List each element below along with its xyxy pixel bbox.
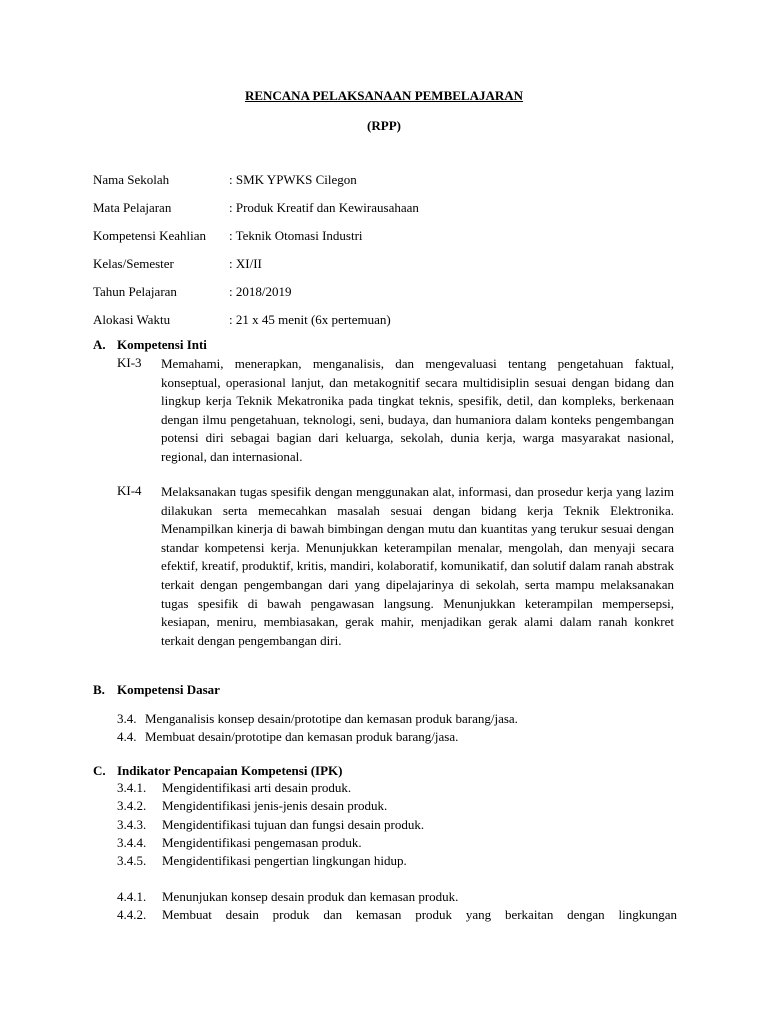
identity-label: Alokasi Waktu: [93, 312, 171, 327]
identity-row: [93, 311, 693, 339]
item-number: 3.4.2.: [117, 798, 147, 814]
list-item: [117, 906, 677, 924]
identity-row: [93, 283, 693, 311]
item-text: Mengidentifikasi tujuan dan fungsi desain produk.: [162, 816, 425, 832]
document-subtitle: (RPP): [367, 118, 401, 133]
item-number: 3.4.5.: [117, 853, 147, 869]
list-item: [117, 816, 677, 834]
section-title: Kompetensi Dasar: [117, 682, 220, 697]
section-letter: C.: [93, 763, 106, 778]
identity-value: : 21 x 45 menit (6x pertemuan): [229, 312, 391, 327]
identity-value: : SMK YPWKS Cilegon: [229, 172, 357, 187]
item-number: 3.4.3.: [117, 816, 147, 832]
section-heading-kompetensi-dasar: [93, 682, 220, 698]
identity-label: Tahun Pelajaran: [93, 284, 177, 299]
list-item: [117, 834, 677, 852]
document-title: RENCANA PELAKSANAAN PEMBELAJARAN: [244, 88, 524, 103]
item-number: 4.4.: [117, 729, 137, 745]
identity-row: [93, 199, 693, 227]
item-text: Menganalisis konsep desain/prototipe dan kemasan produk barang/jasa.: [145, 711, 518, 726]
kompetensi-dasar-list: [117, 710, 677, 747]
item-text: Mengidentifikasi jenis-jenis desain produk.: [162, 798, 388, 814]
item-number: 3.4.4.: [117, 834, 147, 850]
section-letter: B.: [93, 682, 105, 697]
ki-code: KI-4: [117, 483, 142, 498]
ipk-list-3-4: [117, 779, 677, 870]
list-item: [117, 852, 677, 870]
item-text: Mengidentifikasi pengertian lingkungan hidup.: [162, 853, 407, 869]
ki-text: Melaksanakan tugas spesifik dengan menggunakan alat, informasi, dan prosedur kerja yang lazim dilakukan serta memecahkan masalah sesuai dengan bidang kerja Teknik Elektronika. Menampilkan kinerja di bawah bimbingan dengan mutu dan kuantitas yang terukur sesuai dengan standar kompetensi kerja. Menunjukkan keterampilan menalar, mengolah, dan menyaji secara efektif, kreatif, produktif, kritis, mandiri, kolaboratif, komunikatif, dan solutif dalam ranah abstrak terkait dengan pengembangan dari yang dipelajarinya di sekolah, serta mampu melaksanakan tugas spesifik di bawah pengawasan langsung. Menunjukkan keterampilan mempersepsi, kesiapan, meniru, membiasakan, gerak mahir, menjadikan gerak alami dalam ranah konkret terkait dengan pengembangan diri.: [161, 484, 674, 648]
identity-label: Kompetensi Keahlian: [93, 228, 206, 243]
item-text: Membuat desain/prototipe dan kemasan produk barang/jasa.: [145, 729, 459, 745]
list-item: [117, 797, 677, 815]
section-heading-ipk: [93, 763, 342, 779]
list-item: [117, 888, 677, 906]
section-title: Kompetensi Inti: [117, 337, 207, 352]
item-text: Membuat desain produk dan kemasan produk yang berkaitan dengan lingkungan: [162, 907, 677, 923]
identity-label: Nama Sekolah: [93, 172, 170, 187]
ki-text: Memahami, menerapkan, menganalisis, dan mengevaluasi tentang pengetahuan faktual, konseptual, operasional lanjut, dan metakognitif secara multidisiplin sesuai dengan bidang dan lingkup kerja Teknik Mekatronika pada tingkat teknis, spesifik, detil, dan kompleks, berkenaan dengan ilmu pengetahuan, teknologi, seni, budaya, dan humaniora dalam konteks pengembangan potensi diri sebagai bagian dari keluarga, sekolah, dunia kerja, warga masyarakat nasional, regional, dan internasional.: [161, 356, 674, 464]
identity-value: : Produk Kreatif dan Kewirausahaan: [229, 200, 419, 215]
item-text: Mengidentifikasi pengemasan produk.: [162, 834, 362, 850]
section-title: Indikator Pencapaian Kompetensi (IPK): [117, 763, 343, 778]
ki-code: KI-3: [117, 355, 142, 370]
identity-label: Kelas/Semester: [93, 256, 174, 271]
section-heading-kompetensi-inti: [93, 337, 207, 353]
section-letter: A.: [93, 337, 106, 352]
item-text: Mengidentifikasi arti desain produk.: [162, 780, 352, 795]
identity-row: [93, 171, 693, 199]
list-item: [117, 779, 677, 797]
item-number: 3.4.: [117, 711, 137, 726]
item-number: 4.4.2.: [117, 907, 147, 923]
identity-row: [93, 255, 693, 283]
list-item: [117, 728, 677, 746]
item-number: 4.4.1.: [117, 889, 147, 904]
item-number: 3.4.1.: [117, 780, 147, 795]
identity-row: [93, 227, 693, 255]
identity-value: : XI/II: [229, 256, 262, 271]
ipk-list-4-4: [117, 888, 677, 925]
identity-value: : Teknik Otomasi Industri: [229, 228, 363, 243]
identity-label: Mata Pelajaran: [93, 200, 172, 215]
identity-value: : 2018/2019: [229, 284, 292, 299]
list-item: [117, 710, 677, 728]
item-text: Menunjukan konsep desain produk dan kemasan produk.: [162, 889, 459, 904]
identity-table: [93, 171, 693, 339]
